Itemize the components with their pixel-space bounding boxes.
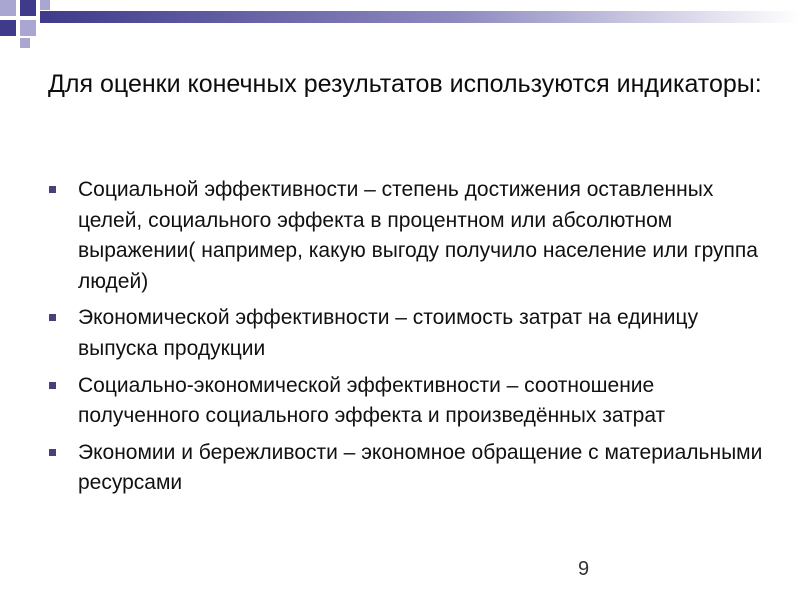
bullet-text: Экономической эффективности – стоимость затрат на единицу выпуска продукции — [78, 306, 699, 360]
header-square — [40, 0, 50, 10]
header-square — [20, 20, 36, 36]
bullet-list — [48, 175, 768, 505]
header-square — [0, 20, 16, 36]
bullet-item — [48, 175, 768, 297]
square-bullet-icon — [49, 382, 56, 389]
bullet-item — [48, 371, 768, 432]
header-square — [20, 0, 36, 16]
header-decoration — [0, 0, 800, 48]
header-square — [20, 38, 30, 48]
header-gradient-band — [40, 11, 800, 23]
bullet-item — [48, 438, 768, 499]
square-bullet-icon — [49, 186, 56, 193]
bullet-text: Социальной эффективности – степень достижения оставленных целей, социального эффекта в процентном или абсолютном выражении( например, какую выгоду получило население или группа людей) — [78, 178, 758, 293]
slide-title: Для оценки конечных результатов используются индикаторы: — [48, 70, 762, 98]
header-square — [0, 0, 16, 16]
bullet-text: Экономии и бережливости – экономное обращение с материальными ресурсами — [78, 440, 763, 495]
square-bullet-icon — [49, 314, 56, 321]
page-number: 9 — [578, 558, 590, 580]
square-bullet-icon — [49, 449, 56, 456]
bullet-text: Социально-экономической эффективности – соотношение полученного социального эффекта и произведённых затрат — [78, 373, 666, 428]
bullet-item — [48, 303, 768, 364]
